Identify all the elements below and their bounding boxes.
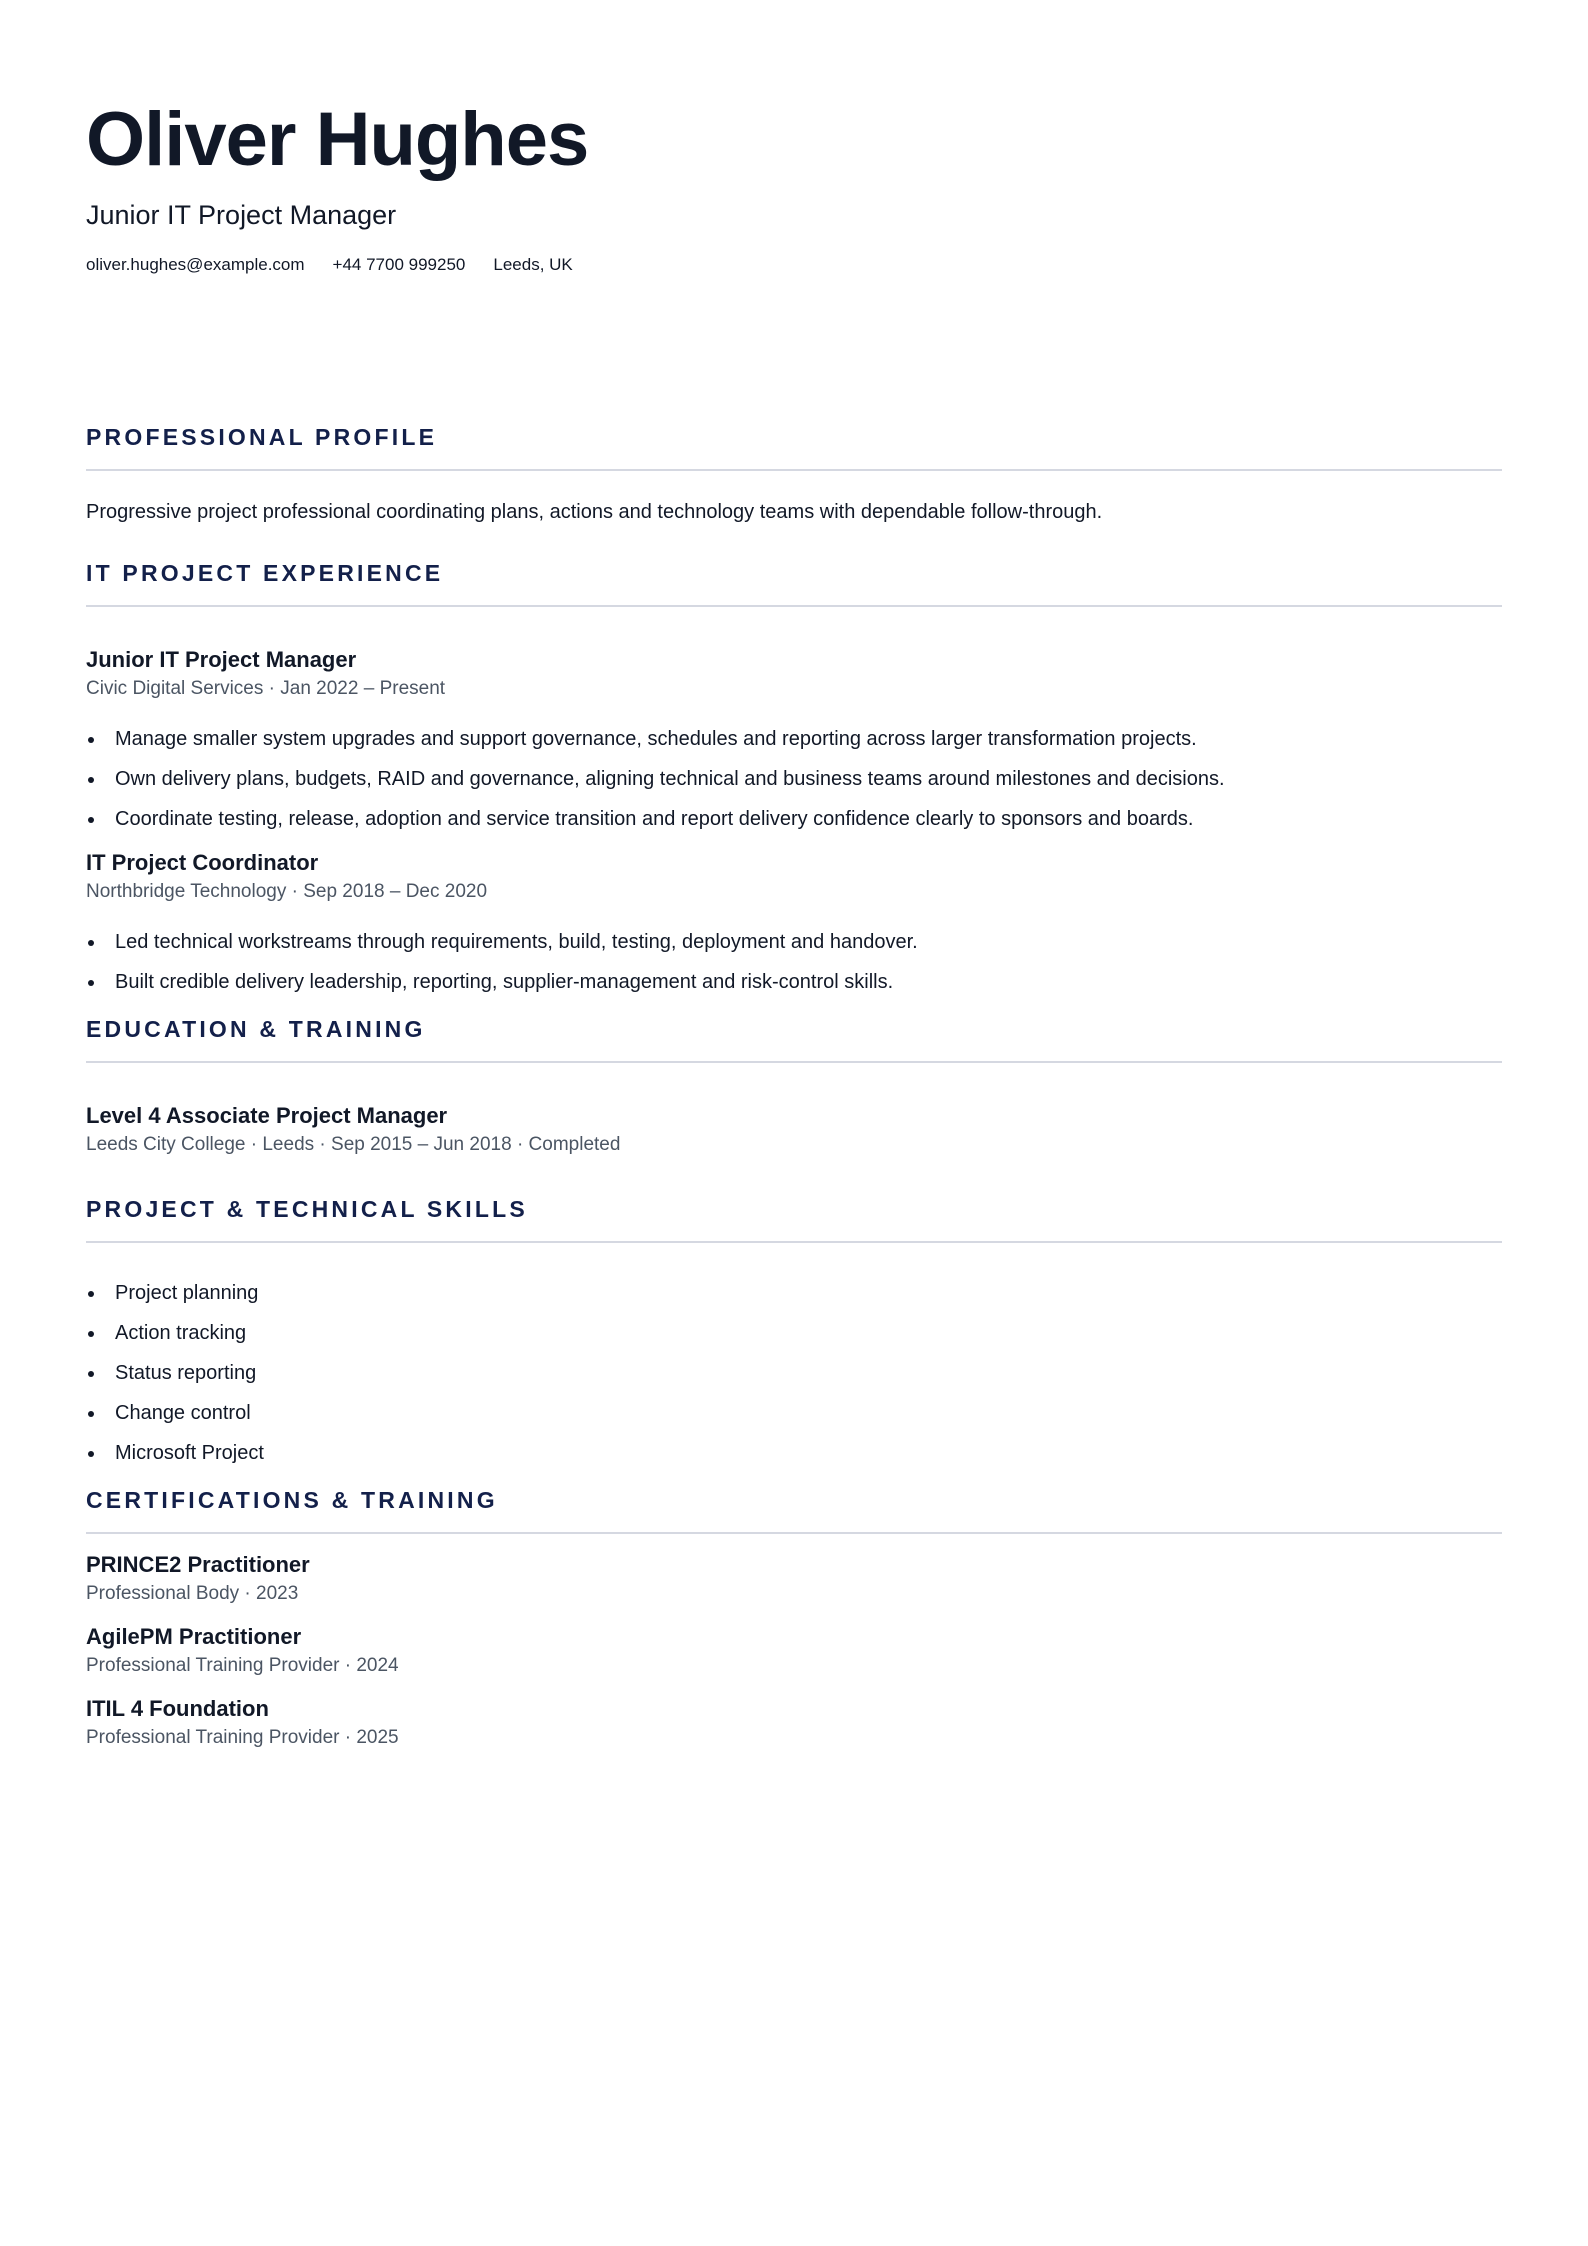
section-divider (86, 1061, 1502, 1063)
skill-item: Action tracking (86, 1319, 1502, 1347)
section-divider (86, 1532, 1502, 1534)
job-bullet: Coordinate testing, release, adoption and service transition and report delivery confidence clearly to sponsors and boards. (86, 805, 1502, 833)
job-bullet: Manage smaller system upgrades and support governance, schedules and reporting across larger transformation projects. (86, 725, 1502, 753)
profile-summary: Progressive project professional coordinating plans, actions and technology teams with dependable follow-through. (86, 501, 1103, 523)
job-title: Junior IT Project Manager (86, 647, 357, 672)
section-title-skills: PROJECT & TECHNICAL SKILLS (86, 1196, 528, 1222)
section-divider (86, 1241, 1502, 1243)
certification-list (86, 1551, 1502, 1751)
candidate-name: Oliver Hughes (86, 97, 589, 182)
certification-meta: Professional Training Provider · 2024 (86, 1655, 399, 1676)
section-certifications (86, 1485, 1502, 1751)
job-bullets (86, 928, 1502, 996)
skills-list (86, 1279, 1502, 1467)
job-bullets (86, 725, 1502, 833)
contact-line (86, 254, 1502, 276)
skill-item: Change control (86, 1399, 1502, 1427)
certification-name: AgilePM Practitioner (86, 1624, 302, 1649)
certification-name: PRINCE2 Practitioner (86, 1552, 310, 1577)
certification-name: ITIL 4 Foundation (86, 1696, 269, 1721)
section-education (86, 1014, 1502, 1158)
skill-item: Status reporting (86, 1359, 1502, 1387)
certification-entry (86, 1695, 1502, 1751)
section-divider (86, 605, 1502, 607)
section-profile (86, 422, 1502, 526)
job-meta: Civic Digital Services · Jan 2022 – Present (86, 678, 446, 699)
contact-email[interactable]: oliver.hughes@example.com (86, 255, 305, 274)
candidate-headline: Junior IT Project Manager (86, 200, 397, 230)
skill-item: Microsoft Project (86, 1439, 1502, 1467)
certification-meta: Professional Body · 2023 (86, 1583, 299, 1604)
experience-entry (86, 849, 1502, 996)
job-meta: Northbridge Technology · Sep 2018 – Dec 2020 (86, 881, 488, 902)
section-title-profile: PROFESSIONAL PROFILE (86, 424, 438, 450)
certification-entry (86, 1551, 1502, 1607)
section-experience (86, 558, 1502, 996)
certification-meta: Professional Training Provider · 2025 (86, 1727, 399, 1748)
section-title-education: EDUCATION & TRAINING (86, 1016, 426, 1042)
section-skills (86, 1194, 1502, 1467)
contact-location: Leeds, UK (493, 255, 573, 274)
certification-entry (86, 1623, 1502, 1679)
job-bullet: Led technical workstreams through requirements, build, testing, deployment and handover. (86, 928, 1502, 956)
job-bullet: Own delivery plans, budgets, RAID and governance, aligning technical and business teams around milestones and decisions. (86, 765, 1502, 793)
skill-item: Project planning (86, 1279, 1502, 1307)
education-entry (86, 1102, 1502, 1158)
experience-entry (86, 646, 1502, 833)
job-bullet: Built credible delivery leadership, reporting, supplier-management and risk-control skills. (86, 968, 1502, 996)
section-title-experience: IT PROJECT EXPERIENCE (86, 560, 444, 586)
section-title-certifications: CERTIFICATIONS & TRAINING (86, 1487, 498, 1513)
resume-header (86, 0, 1502, 276)
education-meta: Leeds City College · Leeds · Sep 2015 – Jun 2018 · Completed (86, 1134, 621, 1155)
job-title: IT Project Coordinator (86, 850, 319, 875)
education-qualification: Level 4 Associate Project Manager (86, 1103, 448, 1128)
contact-phone[interactable]: +44 7700 999250 (332, 255, 466, 274)
section-divider (86, 469, 1502, 471)
